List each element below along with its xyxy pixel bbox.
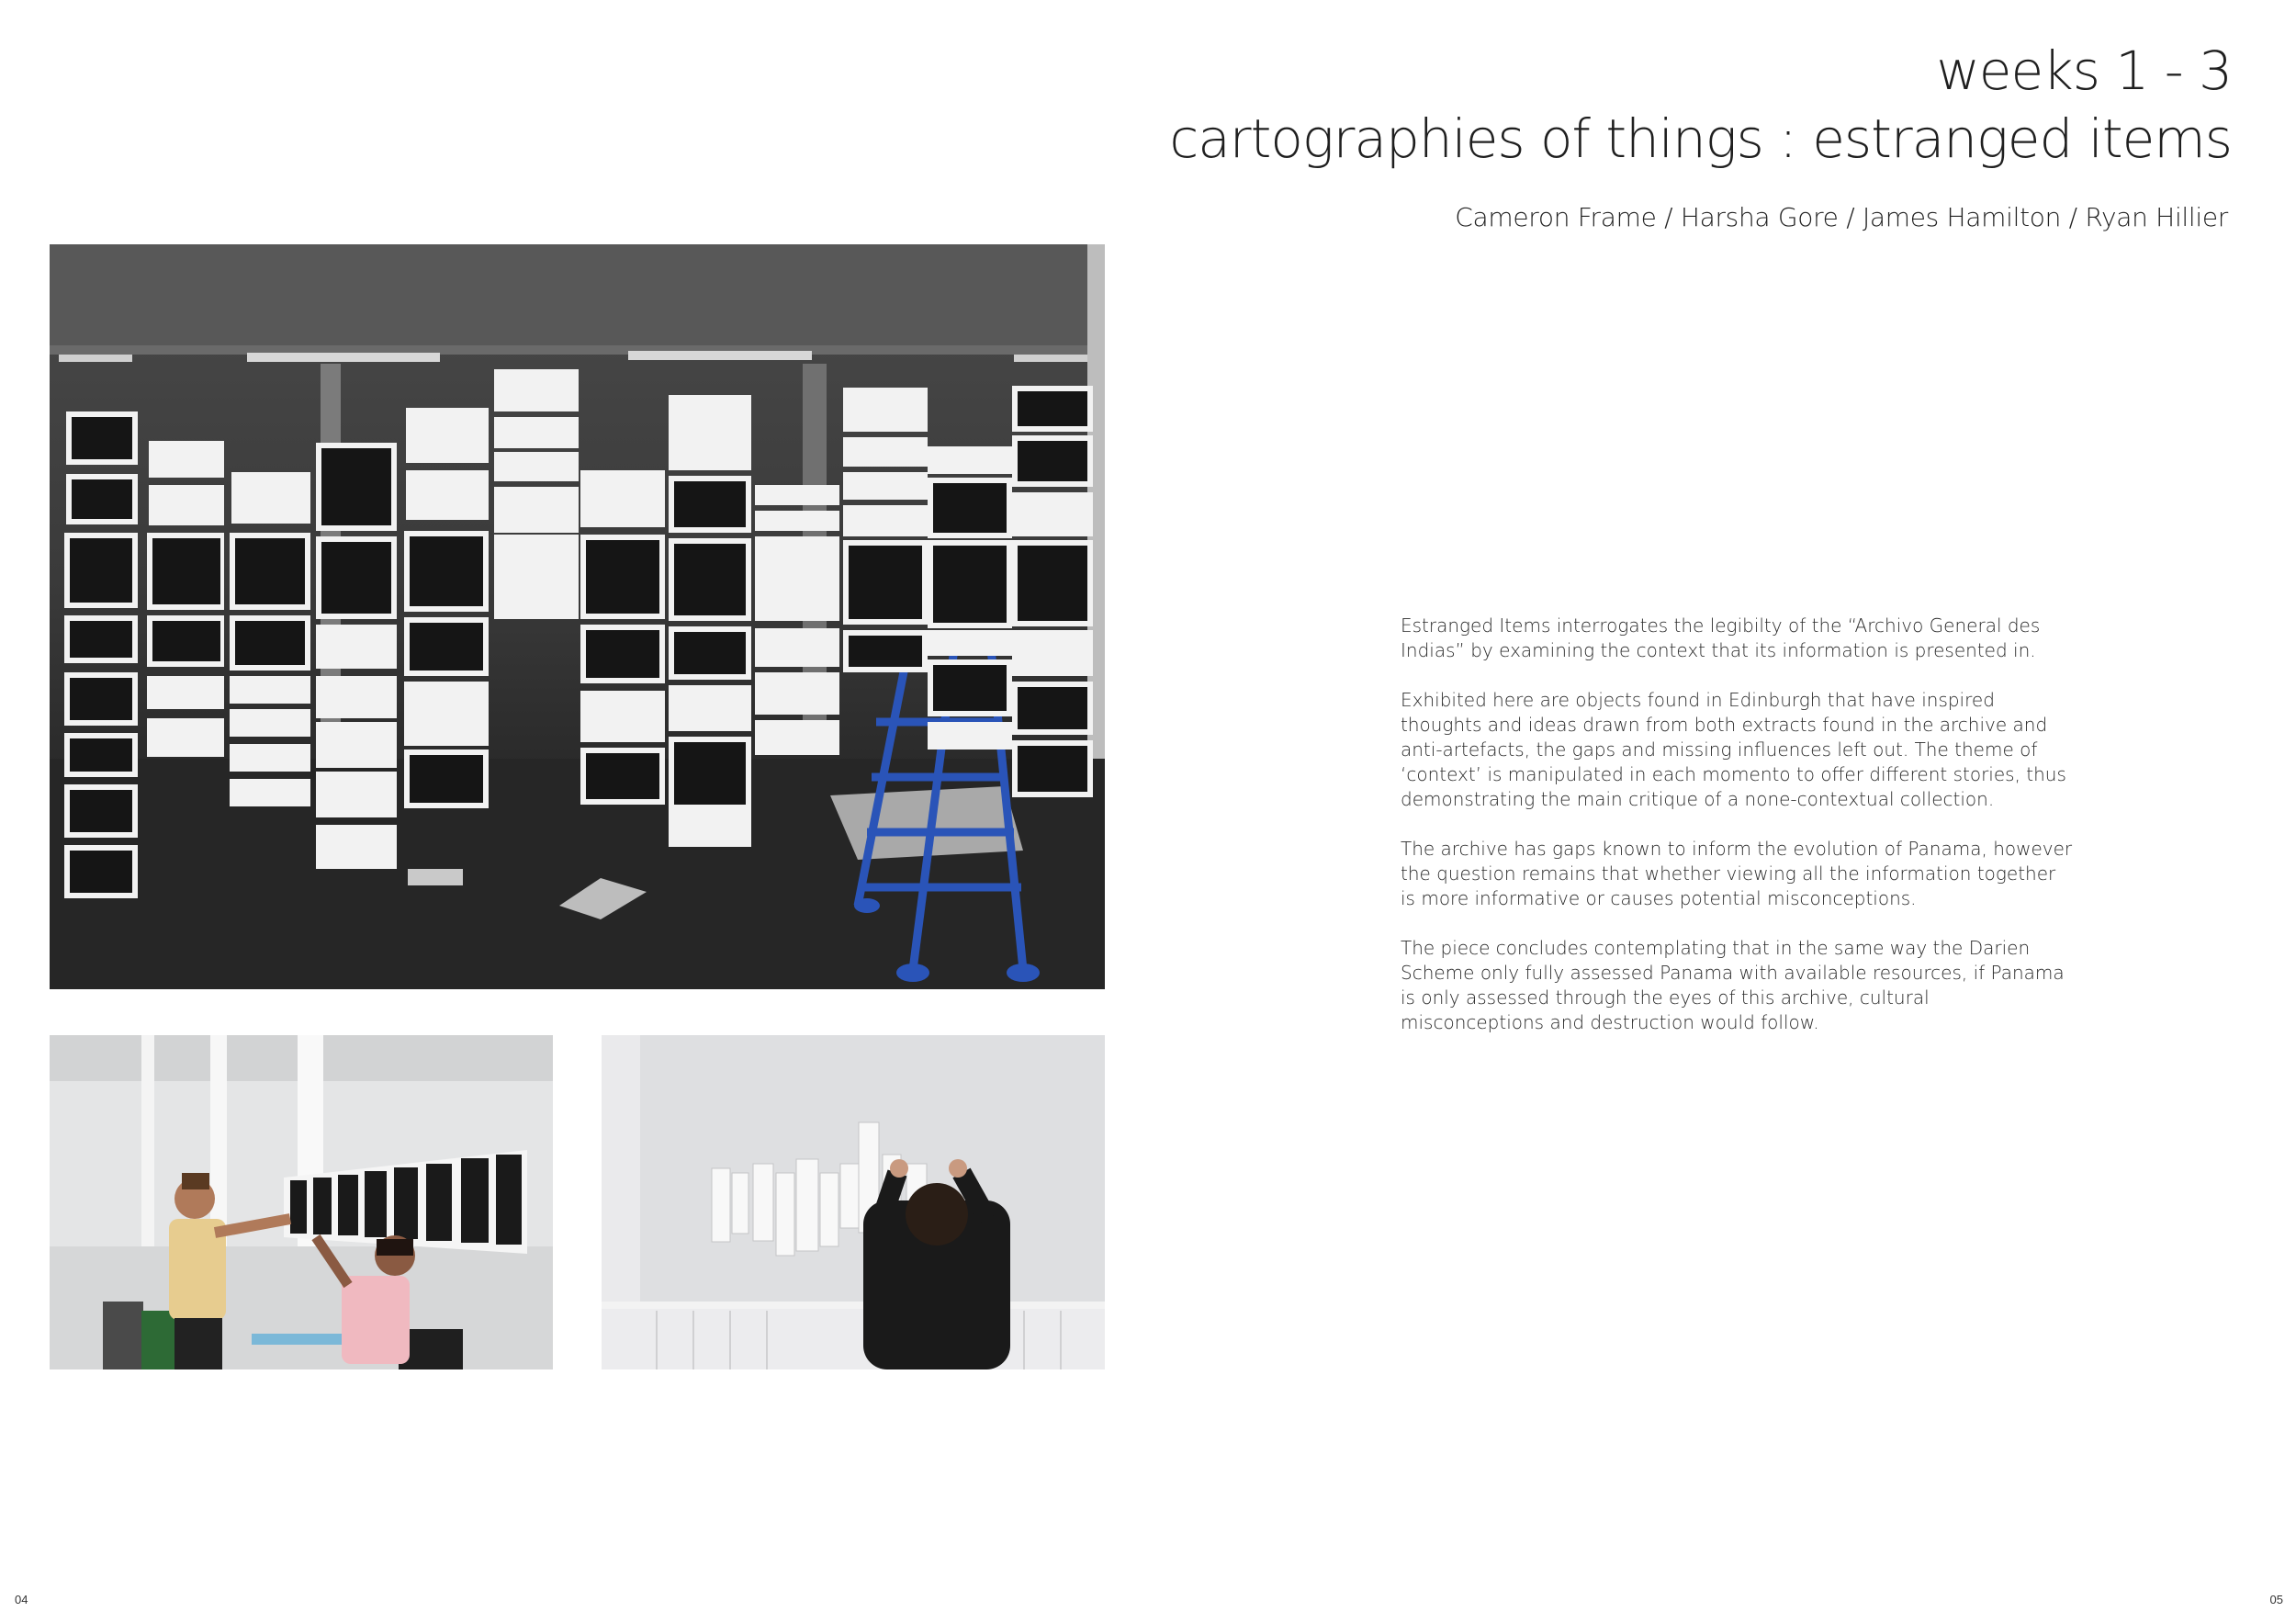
paragraph: The archive has gaps known to inform the evolution of Panama, however the question remains that whether viewing all the information together is more informative or causes potential misconceptions. (1401, 838, 2073, 909)
installation-photo-left (50, 1035, 553, 1369)
project-description (1401, 614, 2076, 1060)
installation-photo-right (602, 1035, 1105, 1369)
title-project: cartographies of things : estranged items (1169, 107, 2232, 170)
authors-line: Cameron Frame / Harsha Gore / James Hamilton / Ryan Hillier (1455, 202, 2228, 232)
page-number-left: 04 (15, 1593, 28, 1606)
exhibition-photo (50, 244, 1105, 989)
paragraph: Estranged Items interrogates the legibilty of the “Archivo General des Indias” by examining the context that its information is presented in. (1401, 614, 2041, 661)
paragraph: The piece concludes contemplating that in the same way the Darien Scheme only fully assessed Panama with available resources, if Panama is only assessed through the eyes of this archive, cultural misconceptions and destruction would follow. (1401, 937, 2065, 1033)
page-number-right: 05 (2269, 1593, 2283, 1606)
page-title (1169, 37, 2232, 173)
paragraph: Exhibited here are objects found in Edinburgh that have inspired thoughts and ideas drawn from both extracts found in the archive and anti-artefacts, the gaps and missing influences left out. The theme of ‘context’ is manipulated in each momento to offer different stories, thus demonstrating the main critique of a none-contextual collection. (1401, 689, 2066, 810)
title-weeks: weeks 1 - 3 (1936, 39, 2232, 102)
